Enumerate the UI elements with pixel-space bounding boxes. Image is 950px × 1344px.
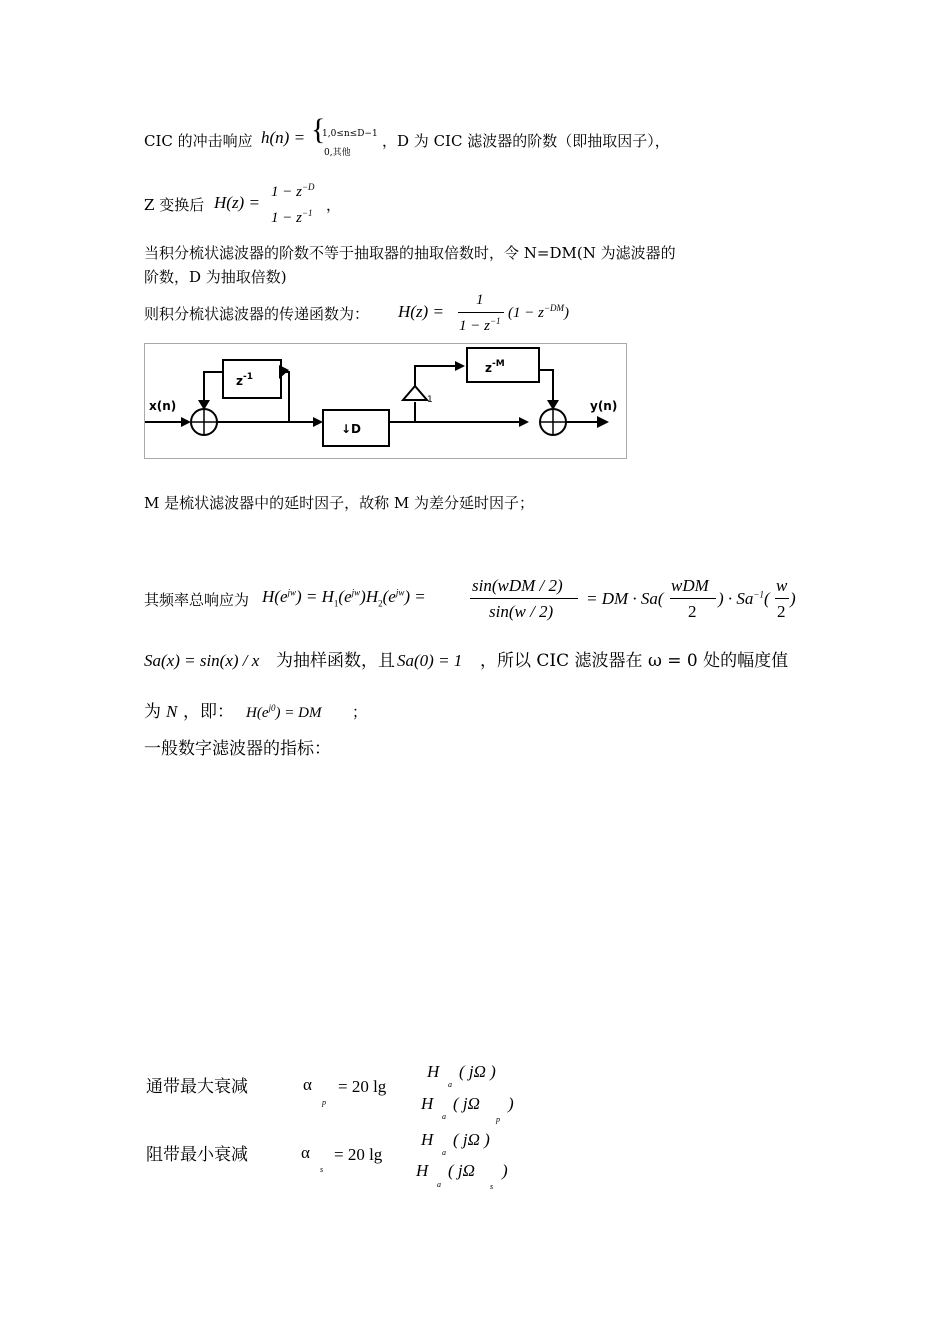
sa-text-1: 为抽样函数，且 [276,651,395,671]
passband-num-arg: ( jΩ ) [459,1062,496,1081]
passband-den-h: H [421,1094,434,1113]
stopband-den-close: ) [502,1161,508,1180]
passband-alpha: α [303,1075,312,1094]
delay-z1-label: $z^{-1}$ [236,372,253,388]
gain-label: 1 [427,395,433,405]
spec-title: 一般数字滤波器的指标： [144,739,331,759]
sa-line2-formula: $H(e^{j0})$ = DM [246,703,322,721]
stopband-eq: = 20 lg [334,1145,383,1164]
sa-line2-end: ； [352,703,368,721]
para-order-line1: 当积分梳状滤波器的阶数不等于抽取器的抽取倍数时，令 N=DM(N 为滤波器的 [144,244,676,262]
passband-den-arg: ( jΩ [453,1094,480,1113]
adder-2 [540,409,566,435]
output-arrow [597,416,609,428]
output-label: y(n) [590,399,618,413]
freq-frac2-den: 2 [688,602,697,621]
passband-num-a: a [448,1080,452,1089]
freq-frac3-num: w [776,576,788,595]
decimator-label: ↓D [341,422,362,436]
transfer-prefix: 则积分梳状滤波器的传递函数为： [144,305,370,323]
decimator-arrow [313,417,323,427]
freq-frac2-num: wDM [671,576,709,595]
z-transform-hz: H(z) = [214,193,260,212]
stopband-alpha-sub: s [320,1165,324,1174]
transfer-fraction-bar [458,312,504,313]
z-num: $1 - z^{-D}$ [271,182,315,200]
transfer-tail: $(1 - z^{-DM})$ [508,303,570,321]
sa-definition: Sa(x) = sin(x) / x [144,651,260,670]
adder-1 [191,409,217,435]
freq-lhs: $H(e^{jw}) = H_1(e^{jw})H_2(e^{jw})$ = [262,587,426,609]
input-label: x(n) [149,399,177,413]
passband-den-close: ) [508,1094,514,1113]
passband-alpha-sub: p [322,1098,326,1107]
stopband-den-a: a [437,1180,441,1189]
stopband-label: 阻带最小衰减 [146,1145,248,1165]
stopband-den-s: s [490,1182,494,1191]
freq-rhs2: ) · $Sa^{-1}$( [718,589,770,608]
feedback-down-arrow [198,400,210,410]
passband-den-p: p [496,1115,500,1124]
z-suffix: ， [326,196,342,214]
cic-hn-formula: h(n) = [261,128,306,147]
sa-line2-c: ，即： [183,702,234,722]
stopband-num-a: a [442,1148,446,1157]
transfer-num: 1 [476,292,484,308]
transfer-hz: H(z) = [398,302,444,321]
freq-rhs1: = DM · Sa( [586,589,664,608]
cic-brace: { [311,113,326,146]
m-delay-line: M 是梳状滤波器中的延时因子，故称 M 为差分延时因子； [144,494,535,512]
passband-num-h: H [427,1062,440,1081]
freq-rhs4: ) [790,589,796,608]
freq-frac1-den: sin(w / 2) [489,602,554,621]
input-arrow [181,417,191,427]
para-order-line2: 阶数，D 为抽取倍数) [144,268,287,286]
freq-frac3-den: 2 [777,602,786,621]
sa-line2-n: N [166,702,178,721]
stopband-den-arg: ( jΩ [448,1161,475,1180]
freq-frac1-bar [470,598,578,599]
sa-line2-a: 为 [144,702,161,722]
stopband-num-arg: ( jΩ ) [453,1130,490,1149]
passband-den-a: a [442,1112,446,1121]
sa-zero: Sa(0) = 1 [397,651,463,670]
adder2-input-arrow [519,417,529,427]
cic-impulse-suffix: ，D 为 CIC 滤波器的阶数（即抽取因子）， [382,132,670,150]
freq-frac1-num: sin(wDM / 2) [472,576,563,595]
freq-frac3-bar [775,598,789,599]
passband-eq: = 20 lg [338,1077,387,1096]
z-transform-prefix: Z 变换后 [144,196,205,214]
stopband-alpha: α [301,1143,310,1162]
cic-case-1: 1,0≤n≤D−1 [322,129,378,139]
stopband-den-h: H [416,1161,429,1180]
cic-case-2: 0,其他 [324,148,351,158]
sa-text-2: ，所以 CIC 滤波器在 ω = 0 处的幅度值 [480,651,789,671]
cic-block-diagram [144,343,627,459]
gain-triangle [403,386,427,400]
transfer-den: $1 - z^{-1}$ [459,316,501,334]
z-den: $1 - z^{-1}$ [271,208,313,226]
passband-label: 通带最大衰减 [146,1077,248,1097]
comb-delay-arrow [455,361,465,371]
freq-prefix: 其频率总响应为 [144,591,250,609]
feedback-line-right [281,372,289,422]
delay-zm-label: $z^{-M}$ [485,359,505,375]
cic-impulse-prefix: CIC 的冲击响应 [144,132,253,150]
freq-frac2-bar [670,598,716,599]
stopband-num-h: H [421,1130,434,1149]
